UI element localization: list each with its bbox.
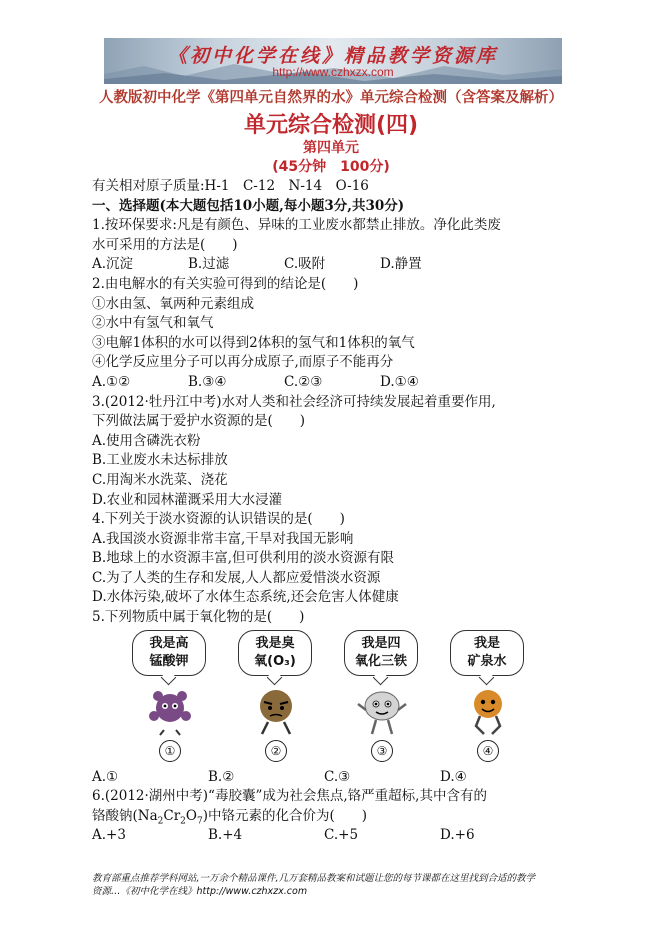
page-heading: 单元综合检测(四) (243, 113, 419, 138)
option-d[interactable]: D.静置 (380, 256, 422, 273)
figure-number: ② (265, 740, 287, 762)
q2-item: ①水由氢、氧两种元素组成 (92, 295, 254, 312)
q2-item: ④化学反应里分子可以再分成原子,而原子不能再分 (92, 354, 394, 371)
q1-stem-line2: 水可采用的方法是( ) (92, 236, 238, 253)
q3-option-a[interactable]: A.使用含磷洗衣粉 (92, 432, 201, 449)
q1-options (92, 255, 582, 275)
option-a[interactable]: A.① (92, 768, 119, 785)
cartoon-3 (344, 630, 424, 766)
option-b[interactable]: B.+4 (208, 827, 243, 844)
q2-stem: 2.由电解水的有关实验可得到的结论是( ) (92, 275, 359, 292)
option-a[interactable]: A.沉淀 (92, 256, 134, 273)
option-b[interactable]: B.② (208, 768, 235, 785)
option-d[interactable]: D.①④ (380, 373, 419, 390)
cartoon-character-icon (140, 684, 200, 736)
q3-stem-line1: 3.(2012·牡丹江中考)水对人类和社会经济可持续发展起着重要作用, (92, 393, 496, 410)
option-a[interactable]: A.①② (92, 373, 131, 390)
speech-bubble: 我是臭 氧(O₃) (238, 630, 312, 676)
q4-option-d[interactable]: D.水体污染,破坏了水体生态系统,还会危害人体健康 (92, 589, 399, 606)
q4-option-a[interactable]: A.我国淡水资源非常丰富,干旱对我国无影响 (92, 530, 354, 547)
option-c[interactable]: C.吸附 (284, 256, 326, 273)
figure-number: ③ (371, 740, 393, 762)
option-a[interactable]: A.+3 (92, 827, 126, 844)
option-c[interactable]: C.+5 (324, 827, 359, 844)
q4-option-c[interactable]: C.为了人类的生存和发展,人人都应爱惜淡水资源 (92, 569, 381, 586)
option-d[interactable]: D.+6 (440, 827, 475, 844)
q6-stem-line1: 6.(2012·湖州中考)“毒胶囊”成为社会焦点,铬严重超标,其中含有的 (92, 788, 487, 805)
footer-line2[interactable]: 资源…《初中化学在线》http://www.czhxzx.com (92, 886, 308, 897)
speech-bubble: 我是四 氧化三铁 (344, 630, 418, 676)
site-banner (104, 38, 562, 84)
exam-body (92, 177, 582, 846)
cartoon-4 (450, 630, 530, 766)
q2-options (92, 373, 582, 393)
q5-cartoon-figure (92, 630, 582, 768)
q6-stem-line2: 铬酸钠$(Na_2Cr_2O_7)$中铬元素的化合价为( ) (92, 807, 368, 827)
figure-number: ① (159, 740, 181, 762)
banner-title: 《初中化学在线》精品教学资源库 (167, 45, 498, 67)
speech-bubble: 我是高 锰酸钾 (132, 630, 206, 676)
q4-option-b[interactable]: B.地球上的水资源丰富,但可供利用的淡水资源有限 (92, 550, 395, 567)
speech-bubble: 我是 矿泉水 (450, 630, 524, 676)
q5-stem: 5.下列物质中属于氧化物的是( ) (92, 609, 305, 626)
option-b[interactable]: B.③④ (188, 373, 227, 390)
q3-option-b[interactable]: B.工业废水未达标排放 (92, 452, 228, 469)
cartoon-1 (132, 630, 212, 766)
q3-stem-line2: 下列做法属于爱护水资源的是( ) (92, 413, 306, 430)
option-d[interactable]: D.④ (440, 768, 467, 785)
option-b[interactable]: B.过滤 (188, 256, 230, 273)
footer-line1: 教育部重点推荐学科网站,一万余个精品课件,几万套精品教案和试题让您的每节课都在这里找到合适的教学 (92, 873, 536, 884)
q3-option-d[interactable]: D.农业和园林灌溉采用大水浸灌 (92, 491, 283, 508)
q5-options (92, 768, 582, 788)
q2-item: ②水中有氢气和氧气 (92, 315, 214, 332)
cartoon-character-icon (352, 684, 412, 736)
cartoon-character-icon (458, 684, 518, 736)
banner-url-link[interactable]: http://www.czhxzx.com (272, 65, 394, 79)
q2-item: ③电解1体积的水可以得到2体积的氢气和1体积的氧气 (92, 334, 415, 351)
time-score-label: (45分钟 100分) (272, 159, 390, 175)
section-heading: 一、选择题(本大题包括10小题,每小题3分,共30分) (92, 197, 405, 214)
option-c[interactable]: C.③ (324, 768, 351, 785)
atomic-mass-line: 有关相对原子质量:H-1 C-12 N-14 O-16 (92, 178, 369, 194)
option-c[interactable]: C.②③ (284, 373, 323, 390)
q6-options (92, 826, 582, 846)
unit-label: 第四单元 (303, 140, 359, 156)
page-footer (92, 872, 592, 898)
q3-option-c[interactable]: C.用淘米水洗菜、浇花 (92, 471, 228, 488)
cartoon-character-icon (246, 684, 306, 736)
q4-stem: 4.下列关于淡水资源的认识错误的是( ) (92, 511, 345, 528)
document-title: 人教版初中化学《第四单元自然界的水》单元综合检测（含答案及解析） (99, 90, 563, 106)
q1-stem-line1: 1.按环保要求:凡是有颜色、异味的工业废水都禁止排放。净化此类废 (92, 217, 501, 234)
cartoon-2 (238, 630, 318, 766)
figure-number: ④ (477, 740, 499, 762)
